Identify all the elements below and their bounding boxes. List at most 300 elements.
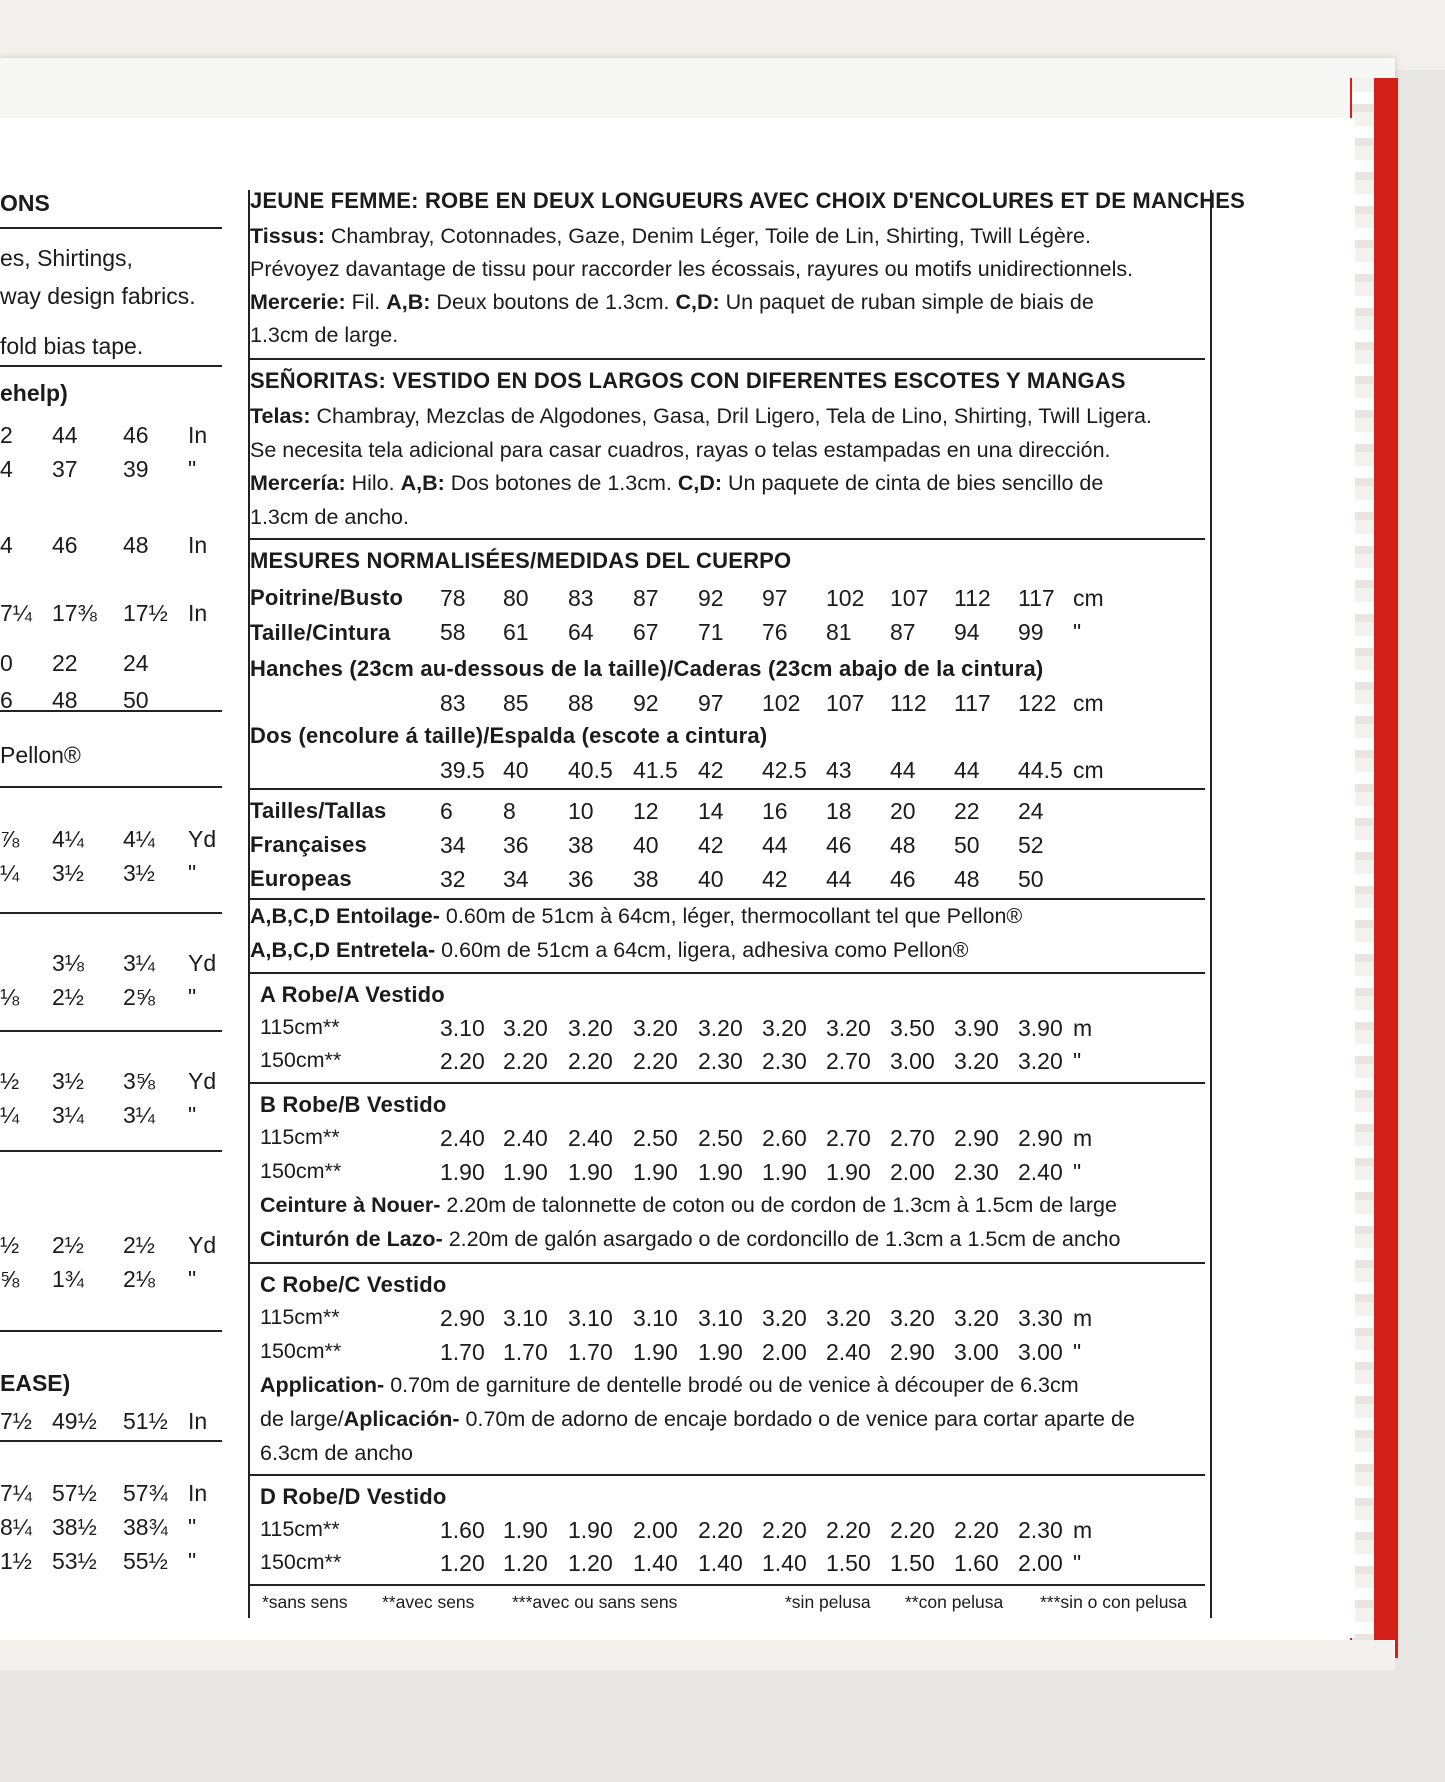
left-cell: ½ [0,1068,20,1094]
view-a-115-cell: 3.20 [826,1015,871,1041]
left-cell: Pellon® [0,742,81,768]
left-text-line: ehelp) [0,380,68,406]
view-d-115-label: 115cm** [260,1517,340,1541]
view-b-115-cell: 2.60 [762,1125,807,1151]
notions-text: Deux boutons de 1.3cm. [436,290,670,314]
view-d-title: D Robe/D Vestido [260,1484,447,1509]
view-c-150-cell: 1.70 [503,1339,548,1365]
left-cell: 48 [52,687,78,713]
views-ab: A,B: [400,471,445,495]
left-cell: 7¼ [0,1480,32,1506]
torn-paper-edge [1352,78,1374,1658]
back-length-cell: 42 [698,757,724,783]
bust-cell: 107 [890,585,929,611]
hip-cell: 85 [503,690,529,716]
view-b-150-cell: 1.90 [568,1159,613,1185]
fabrics-label: Telas: [250,404,311,428]
pattern-info-panel [248,188,1246,1618]
left-cell: Yd [188,1232,217,1258]
back-length-cell: 40.5 [568,757,613,783]
left-cell: " [188,1266,197,1292]
left-cell: 2 [0,422,13,448]
view-b-115-cell: 2.90 [954,1125,999,1151]
left-cell: 3⅛ [52,950,84,976]
left-cell: 4¼ [123,826,155,852]
left-cell: In [188,532,208,558]
european-size-cell: 44 [826,866,852,892]
left-cell: 53½ [52,1548,97,1574]
view-c-115-label: 115cm** [260,1305,340,1329]
bust-label: Poitrine/Busto [250,585,404,610]
view-d-150-cell: 1.20 [568,1550,613,1576]
applique-text: 0.70m de garniture de dentelle brodé ou de venice à découper de 6.3cm [390,1373,1079,1397]
view-b-150-cell: " [1073,1159,1082,1185]
french-size-cell: 34 [440,832,466,858]
waist-cell: 94 [954,619,980,645]
waist-cell: 64 [568,619,594,645]
spanish-fabrics-note: Se necesita tela adicional para casar cuadros, rayas o telas estampadas en una dirección. [250,438,1111,462]
view-a-title: A Robe/A Vestido [260,982,445,1007]
left-cell: " [188,1548,197,1574]
left-cell: 48 [123,532,149,558]
notions-text: Dos botones de 1.3cm. [450,471,672,495]
footnote-avec-sens: **avec sens [382,1592,475,1612]
view-c-115-cell: 3.10 [698,1305,743,1331]
tie-belt-label: Ceinture à Nouer- [260,1193,441,1217]
divider [250,972,1205,974]
view-b-115-cell: 2.40 [503,1125,548,1151]
bust-cell: 112 [954,585,991,611]
view-d-115-cell: 2.20 [954,1517,999,1543]
left-cell: 4 [0,456,13,482]
back-length-cell: cm [1073,757,1104,783]
view-d-115-cell: 2.30 [1018,1517,1063,1543]
left-cell: 2½ [52,1232,84,1258]
waist-cell: 76 [762,619,788,645]
french-size-cell: 48 [890,832,916,858]
view-b-115-cell: 2.70 [890,1125,935,1151]
back-length-label: Dos (encolure á taille)/Espalda (escote a cintura) [250,723,768,748]
left-cell: 2½ [52,984,84,1010]
left-cell: ¼ [0,860,20,886]
divider [250,358,1205,360]
fabrics-text: Chambray, Mezclas de Algodones, Gasa, Dril Ligero, Tela de Lino, Shirting, Twill Ligera. [316,404,1152,428]
left-cell: 17⅜ [52,600,97,626]
divider [250,1474,1205,1476]
bust-cell: 117 [1018,585,1055,611]
divider [0,1150,222,1152]
divider [0,710,222,712]
view-c-150-cell: 2.00 [762,1339,807,1365]
back-length-cell: 39.5 [440,757,485,783]
spanish-notions [250,471,1103,496]
view-c-150-label: 150cm** [260,1339,342,1363]
measurements-title: MESURES NORMALISÉES/MEDIDAS DEL CUERPO [250,548,792,573]
view-d-115-cell: 2.20 [890,1517,935,1543]
view-d-115-cell: 1.60 [440,1517,485,1543]
waist-cell: " [1073,619,1082,645]
bust-cell: 97 [762,585,788,611]
left-cell: 3¼ [123,1102,155,1128]
left-cell: 57¾ [123,1480,168,1506]
hip-cell: 83 [440,690,466,716]
interfacing-fr [250,904,1022,929]
view-a-115-cell: 3.20 [698,1015,743,1041]
bust-cell: 87 [633,585,659,611]
european-sizes-label: Europeas [250,866,352,891]
view-d-150-cell: 1.60 [954,1550,999,1576]
notions-text: Fil. [351,290,381,314]
view-b-title: B Robe/B Vestido [260,1092,447,1117]
left-cell: 3¼ [52,1102,84,1128]
left-cell: 1½ [0,1548,32,1574]
left-cell: 7½ [0,1408,32,1434]
view-c-150-cell: " [1073,1339,1082,1365]
left-cell: 55½ [123,1548,168,1574]
view-a-115-label: 115cm** [260,1015,340,1039]
left-cell: 44 [52,422,78,448]
view-a-150-cell: " [1073,1048,1082,1074]
left-cell: 6 [0,687,13,713]
left-cell: ⅞ [0,826,20,852]
divider [0,227,222,229]
left-cell: 39 [123,456,149,482]
interfacing-label: A,B,C,D Entretela- [250,938,436,962]
left-cell: ½ [0,1232,20,1258]
view-b-150-cell: 1.90 [503,1159,548,1185]
notions-label: Mercería: [250,471,346,495]
left-cell: 3½ [52,860,84,886]
view-a-150-cell: 2.20 [633,1048,678,1074]
back-length-cell: 41.5 [633,757,678,783]
footnote-sin-o-con: ***sin o con pelusa [1040,1592,1187,1612]
view-b-150-cell: 1.90 [440,1159,485,1185]
view-c-115-cell: 3.10 [503,1305,548,1331]
view-d-115-cell: 2.20 [762,1517,807,1543]
fabrics-label: Tissus: [250,224,325,248]
european-size-cell: 50 [1018,866,1044,892]
tie-belt-text: 2.20m de talonnette de coton ou de cordon de 1.3cm à 1.5cm de large [446,1193,1117,1217]
french-size-cell: 44 [762,832,788,858]
view-d-115-cell: 2.20 [698,1517,743,1543]
left-cell: 2⅛ [123,1266,155,1292]
applique-label: Application- [260,1373,385,1397]
view-d-150-cell: 1.40 [633,1550,678,1576]
divider [250,538,1205,540]
notions-text: Un paquet de ruban simple de biais de [725,290,1094,314]
divider [0,1440,222,1442]
applique-fr [260,1373,1079,1398]
spanish-notions-cont: 1.3cm de ancho. [250,505,409,529]
view-b-150-cell: 2.30 [954,1159,999,1185]
left-cell: 0 [0,650,13,676]
back-length-cell: 43 [826,757,852,783]
view-a-115-cell: 3.90 [954,1015,999,1041]
european-size-cell: 34 [503,866,529,892]
interfacing-text: 0.60m de 51cm a 64cm, ligera, adhesiva como Pellon® [441,938,969,962]
view-a-150-cell: 3.00 [890,1048,935,1074]
interfacing-es [250,938,969,963]
french-fabrics-note: Prévoyez davantage de tissu pour raccorder les écossais, rayures ou motifs unidirectionnels. [250,257,1134,281]
divider [250,1082,1205,1084]
view-d-115-cell: m [1073,1517,1093,1543]
spanish-fabrics [250,404,1152,429]
views-cd: C,D: [677,471,723,495]
footnote-avec-ou-sans: ***avec ou sans sens [512,1592,678,1612]
left-cell: 24 [123,650,149,676]
view-b-115-cell: 2.90 [1018,1125,1063,1151]
left-cell: 51½ [123,1408,168,1434]
view-c-115-cell: 3.10 [568,1305,613,1331]
views-cd: C,D: [675,290,720,314]
view-d-150-cell: 1.50 [826,1550,871,1576]
divider [250,1584,1205,1586]
left-cell: " [188,984,197,1010]
size-cell: 16 [762,798,788,824]
view-d-115-cell: 1.90 [568,1517,613,1543]
french-size-cell: 36 [503,832,529,858]
view-c-150-cell: 2.90 [890,1339,935,1365]
size-cell: 12 [633,798,659,824]
french-size-cell: 42 [698,832,724,858]
view-c-150-cell: 2.40 [826,1339,871,1365]
bust-cell: 92 [698,585,724,611]
french-size-cell: 40 [633,832,659,858]
sizes-label: Tailles/Tallas [250,798,387,823]
back-length-cell: 42.5 [762,757,807,783]
view-a-150-cell: 2.20 [440,1048,485,1074]
view-d-150-cell: 1.50 [890,1550,935,1576]
left-cell: " [188,1102,197,1128]
view-d-115-cell: 2.20 [826,1517,871,1543]
divider [0,912,222,914]
left-cell: 3½ [52,1068,84,1094]
left-cell: 3½ [123,860,155,886]
view-c-150-cell: 1.70 [440,1339,485,1365]
footnote-sans-sens: *sans sens [262,1592,348,1612]
views-ab: A,B: [386,290,431,314]
tie-belt-label: Cinturón de Lazo- [260,1227,443,1251]
view-a-115-cell: m [1073,1015,1093,1041]
left-cell: 3⅝ [123,1068,155,1094]
view-c-115-cell: m [1073,1305,1093,1331]
left-cell: 7¼ [0,600,32,626]
hip-cell: 117 [954,690,991,716]
tie-belt-fr [260,1193,1117,1218]
divider [0,365,222,367]
view-d-150-cell: 1.20 [503,1550,548,1576]
left-cell: 4¼ [52,826,84,852]
waist-cell: 58 [440,619,466,645]
size-cell: 18 [826,798,852,824]
view-b-115-cell: m [1073,1125,1093,1151]
left-cell: ⅝ [0,1266,20,1292]
left-cell: 50 [123,687,149,713]
view-c-115-cell: 3.20 [762,1305,807,1331]
left-cell: 38½ [52,1514,97,1540]
view-c-115-cell: 3.20 [954,1305,999,1331]
left-cell: ¼ [0,1102,20,1128]
left-text-line: es, Shirtings, [0,245,133,271]
hip-cell: 88 [568,690,594,716]
left-cell: In [188,1480,208,1506]
bust-cell: 80 [503,585,529,611]
left-text-line: fold bias tape. [0,333,144,359]
left-cell: " [188,1514,197,1540]
hip-cell: 102 [762,690,801,716]
waist-cell: 99 [1018,619,1044,645]
footnote-sin-pelusa: *sin pelusa [785,1592,871,1612]
waist-cell: 81 [826,619,852,645]
envelope-bottom-fold [0,1640,1395,1670]
divider [250,898,1205,900]
notions-text: Hilo. [351,471,395,495]
hip-cell: 97 [698,690,724,716]
french-notions [250,290,1094,315]
left-cell: 46 [52,532,78,558]
view-b-115-cell: 2.40 [440,1125,485,1151]
left-cell: 22 [52,650,78,676]
left-cell: 57½ [52,1480,97,1506]
view-a-150-cell: 2.20 [503,1048,548,1074]
left-cell: ⅛ [0,984,20,1010]
view-a-150-cell: 2.30 [762,1048,807,1074]
waist-cell: 61 [503,619,529,645]
view-a-150-label: 150cm** [260,1048,342,1072]
notions-text: Un paquete de cinta de bies sencillo de [728,471,1104,495]
bust-cell: 78 [440,585,466,611]
view-a-150-cell: 2.70 [826,1048,871,1074]
view-b-115-cell: 2.50 [633,1125,678,1151]
view-a-115-cell: 3.20 [568,1015,613,1041]
notions-label: Mercerie: [250,290,346,314]
divider [0,1030,222,1032]
fabrics-text: Chambray, Cotonnades, Gaze, Denim Léger, Toile de Lin, Shirting, Twill Légère. [330,224,1091,248]
view-b-150-cell: 2.00 [890,1159,935,1185]
footnote-con-pelusa: **con pelusa [905,1592,1004,1612]
left-cell: 46 [123,422,149,448]
hip-label: Hanches (23cm au-dessous de la taille)/Caderas (23cm abajo de la cintura) [250,656,1044,681]
left-cell: 3¼ [123,950,155,976]
interfacing-label: A,B,C,D Entoilage- [250,904,440,928]
applique-text: 0.70m de adorno de encaje bordado o de venice para cortar aparte de [465,1407,1135,1431]
applique-es [260,1407,1135,1432]
waist-label: Taille/Cintura [250,620,391,645]
waist-cell: 67 [633,619,659,645]
view-d-115-cell: 1.90 [503,1517,548,1543]
left-cell: 37 [52,456,78,482]
hip-cell: 92 [633,690,659,716]
view-d-115-cell: 2.00 [633,1517,678,1543]
size-cell: 10 [568,798,594,824]
view-d-150-cell: 1.20 [440,1550,485,1576]
tie-belt-es [260,1227,1120,1252]
left-cell: EASE) [0,1370,71,1396]
applique-text: de large/ [260,1407,344,1431]
size-cell: 20 [890,798,916,824]
view-c-150-cell: 1.70 [568,1339,613,1365]
european-size-cell: 46 [890,866,916,892]
left-cell: 49½ [52,1408,97,1434]
left-cell: Yd [188,826,217,852]
left-cell: In [188,600,208,626]
european-size-cell: 38 [633,866,659,892]
divider [250,1262,1205,1264]
left-cell: Yd [188,950,217,976]
interfacing-text: 0.60m de 51cm à 64cm, léger, thermocollant tel que Pellon® [445,904,1023,928]
view-a-150-cell: 2.20 [568,1048,613,1074]
view-b-150-label: 150cm** [260,1159,342,1183]
left-cell: In [188,422,208,448]
left-cell: " [188,860,197,886]
left-cell: 1¾ [52,1266,84,1292]
view-a-115-cell: 3.20 [633,1015,678,1041]
view-c-115-cell: 3.20 [826,1305,871,1331]
back-length-cell: 44.5 [1018,757,1063,783]
view-c-115-cell: 3.30 [1018,1305,1063,1331]
left-cell: 2⅝ [123,984,155,1010]
view-c-115-cell: 2.90 [440,1305,485,1331]
applique-label: Aplicación- [343,1407,460,1431]
view-d-150-cell: 2.00 [1018,1550,1063,1576]
bust-cell: 102 [826,585,865,611]
left-cell: Yd [188,1068,217,1094]
view-b-150-cell: 1.90 [762,1159,807,1185]
hip-cell: cm [1073,690,1104,716]
size-cell: 22 [954,798,980,824]
left-heading: ONS [0,190,50,216]
european-size-cell: 40 [698,866,724,892]
spanish-title: SEÑORITAS: VESTIDO EN DOS LARGOS CON DIFERENTES ESCOTES Y MANGAS [250,368,1126,393]
waist-cell: 71 [698,619,724,645]
left-cell: 8¼ [0,1514,32,1540]
left-cell: 4 [0,532,13,558]
view-a-115-cell: 3.20 [503,1015,548,1041]
divider [0,1330,222,1332]
view-b-150-cell: 2.40 [1018,1159,1063,1185]
view-d-150-label: 150cm** [260,1550,342,1574]
french-size-cell: 38 [568,832,594,858]
view-b-115-label: 115cm** [260,1125,340,1149]
view-a-115-cell: 3.90 [1018,1015,1063,1041]
waist-cell: 87 [890,619,916,645]
divider [0,786,222,788]
view-c-150-cell: 3.00 [1018,1339,1063,1365]
back-length-cell: 44 [890,757,916,783]
view-c-115-cell: 3.20 [890,1305,935,1331]
view-a-150-cell: 3.20 [1018,1048,1063,1074]
view-c-115-cell: 3.10 [633,1305,678,1331]
european-size-cell: 48 [954,866,980,892]
size-cell: 24 [1018,798,1044,824]
hip-cell: 122 [1018,690,1057,716]
european-size-cell: 42 [762,866,788,892]
tie-belt-text: 2.20m de galón asargado o de cordoncillo de 1.3cm a 1.5cm de ancho [448,1227,1121,1251]
french-size-cell: 46 [826,832,852,858]
applique-cont: 6.3cm de ancho [260,1441,413,1465]
size-cell: 14 [698,798,724,824]
left-cell: 38¾ [123,1514,168,1540]
french-sizes-label: Françaises [250,832,367,857]
view-b-150-cell: 1.90 [633,1159,678,1185]
view-b-150-cell: 1.90 [698,1159,743,1185]
left-text-line: way design fabrics. [0,283,196,309]
view-a-115-cell: 3.10 [440,1015,485,1041]
size-cell: 6 [440,798,453,824]
view-c-title: C Robe/C Vestido [260,1272,447,1297]
bust-cell: cm [1073,585,1104,611]
european-size-cell: 36 [568,866,594,892]
